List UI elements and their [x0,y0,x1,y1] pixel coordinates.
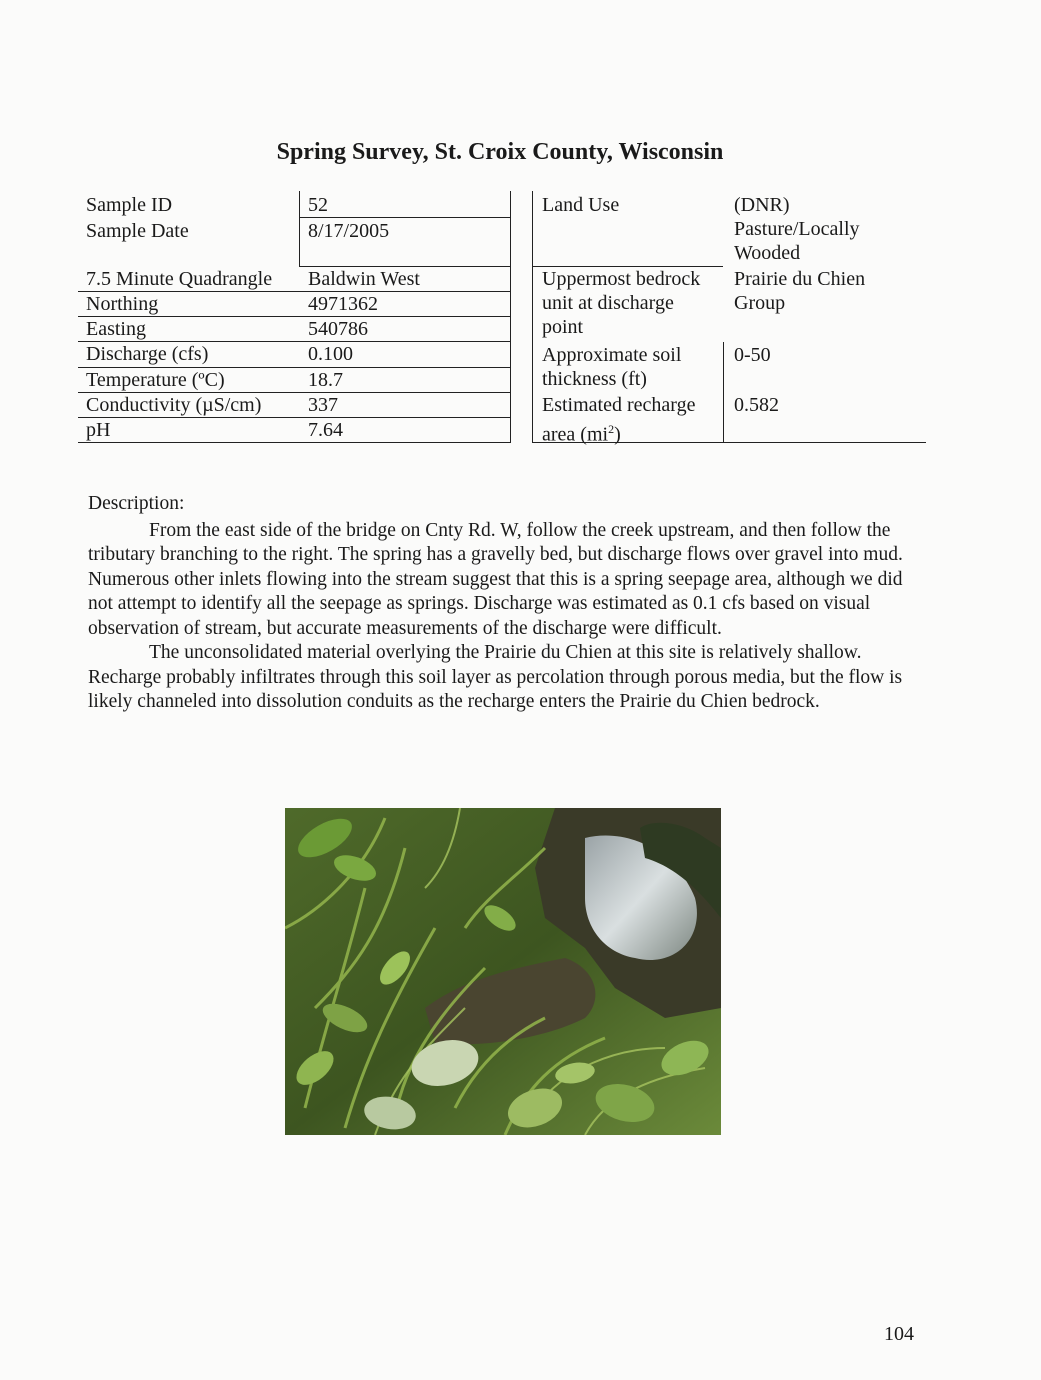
sample-id-value: 52 [308,194,328,216]
ph-label: pH [86,419,111,441]
sample-id-label: Sample ID [86,194,173,216]
description-section [88,492,928,715]
ph-value: 7.64 [308,419,343,441]
conductivity-value: 337 [308,394,338,416]
sample-data-table [78,191,511,443]
bedrock-label-3: point [542,316,584,338]
page-title: Spring Survey, St. Croix County, Wisconsin [276,139,724,165]
bedrock-value-1: Prairie du Chien [734,268,866,290]
recharge-label-2: area $(mi^2)$ [542,422,621,446]
temperature-label: Temperature (ºC) [86,369,225,391]
soil-value: 0-50 [734,344,771,366]
description-label: Description: [88,493,185,514]
site-attributes-table [532,191,926,446]
land-use-label: Land Use [542,194,620,216]
land-use-value-1: (DNR) [734,194,790,216]
discharge-label: Discharge (cfs) [86,343,209,365]
bedrock-label-2: unit at discharge [542,292,674,314]
easting-label: Easting [86,318,146,340]
bedrock-label-1: Uppermost bedrock [542,268,701,290]
temperature-value: 18.7 [308,369,343,391]
discharge-value: 0.100 [308,343,353,365]
conductivity-label: Conductivity (µS/cm) [86,394,262,416]
description-paragraph-2: The unconsolidated material overlying the Prairie du Chien at this site is relatively shallow. Recharge probably infiltrates through this soil layer as percolation through porous media, but the flow is likely channeled into dissolution conduits as the recharge enters the Prairie du Chien bedrock. [88,642,903,712]
spring-site-photo [285,808,721,1135]
description-paragraph-1: From the east side of the bridge on Cnty Rd. W, follow the creek upstream, and then follow the tributary branching to the right. The spring has a gravelly bed, but discharge flows over gravel into mud. Numerous other inlets flowing into the stream suggest that this is a spring seepage area, although we did not attempt to identify all the seepage as springs. Discharge was estimated as 0.1 cfs based on visual observation of stream, but accurate measurements of the discharge were difficult. [88,519,903,639]
sample-date-label: Sample Date [86,220,189,242]
sample-date-value: 8/17/2005 [308,220,390,242]
quadrangle-value: Baldwin West [308,268,420,290]
recharge-label-1: Estimated recharge [542,394,696,416]
northing-label: Northing [86,293,159,315]
bedrock-value-2: Group [734,292,786,314]
easting-value: 540786 [308,318,368,340]
recharge-value: 0.582 [734,394,779,416]
quadrangle-label: 7.5 Minute Quadrangle [86,268,273,290]
northing-value: 4971362 [308,293,378,315]
soil-label-2: thickness (ft) [542,368,647,390]
soil-label-1: Approximate soil [542,344,682,366]
land-use-value-2: Pasture/Locally [734,218,860,240]
land-use-value-3: Wooded [734,242,801,264]
page-number: 104 [884,1323,914,1345]
